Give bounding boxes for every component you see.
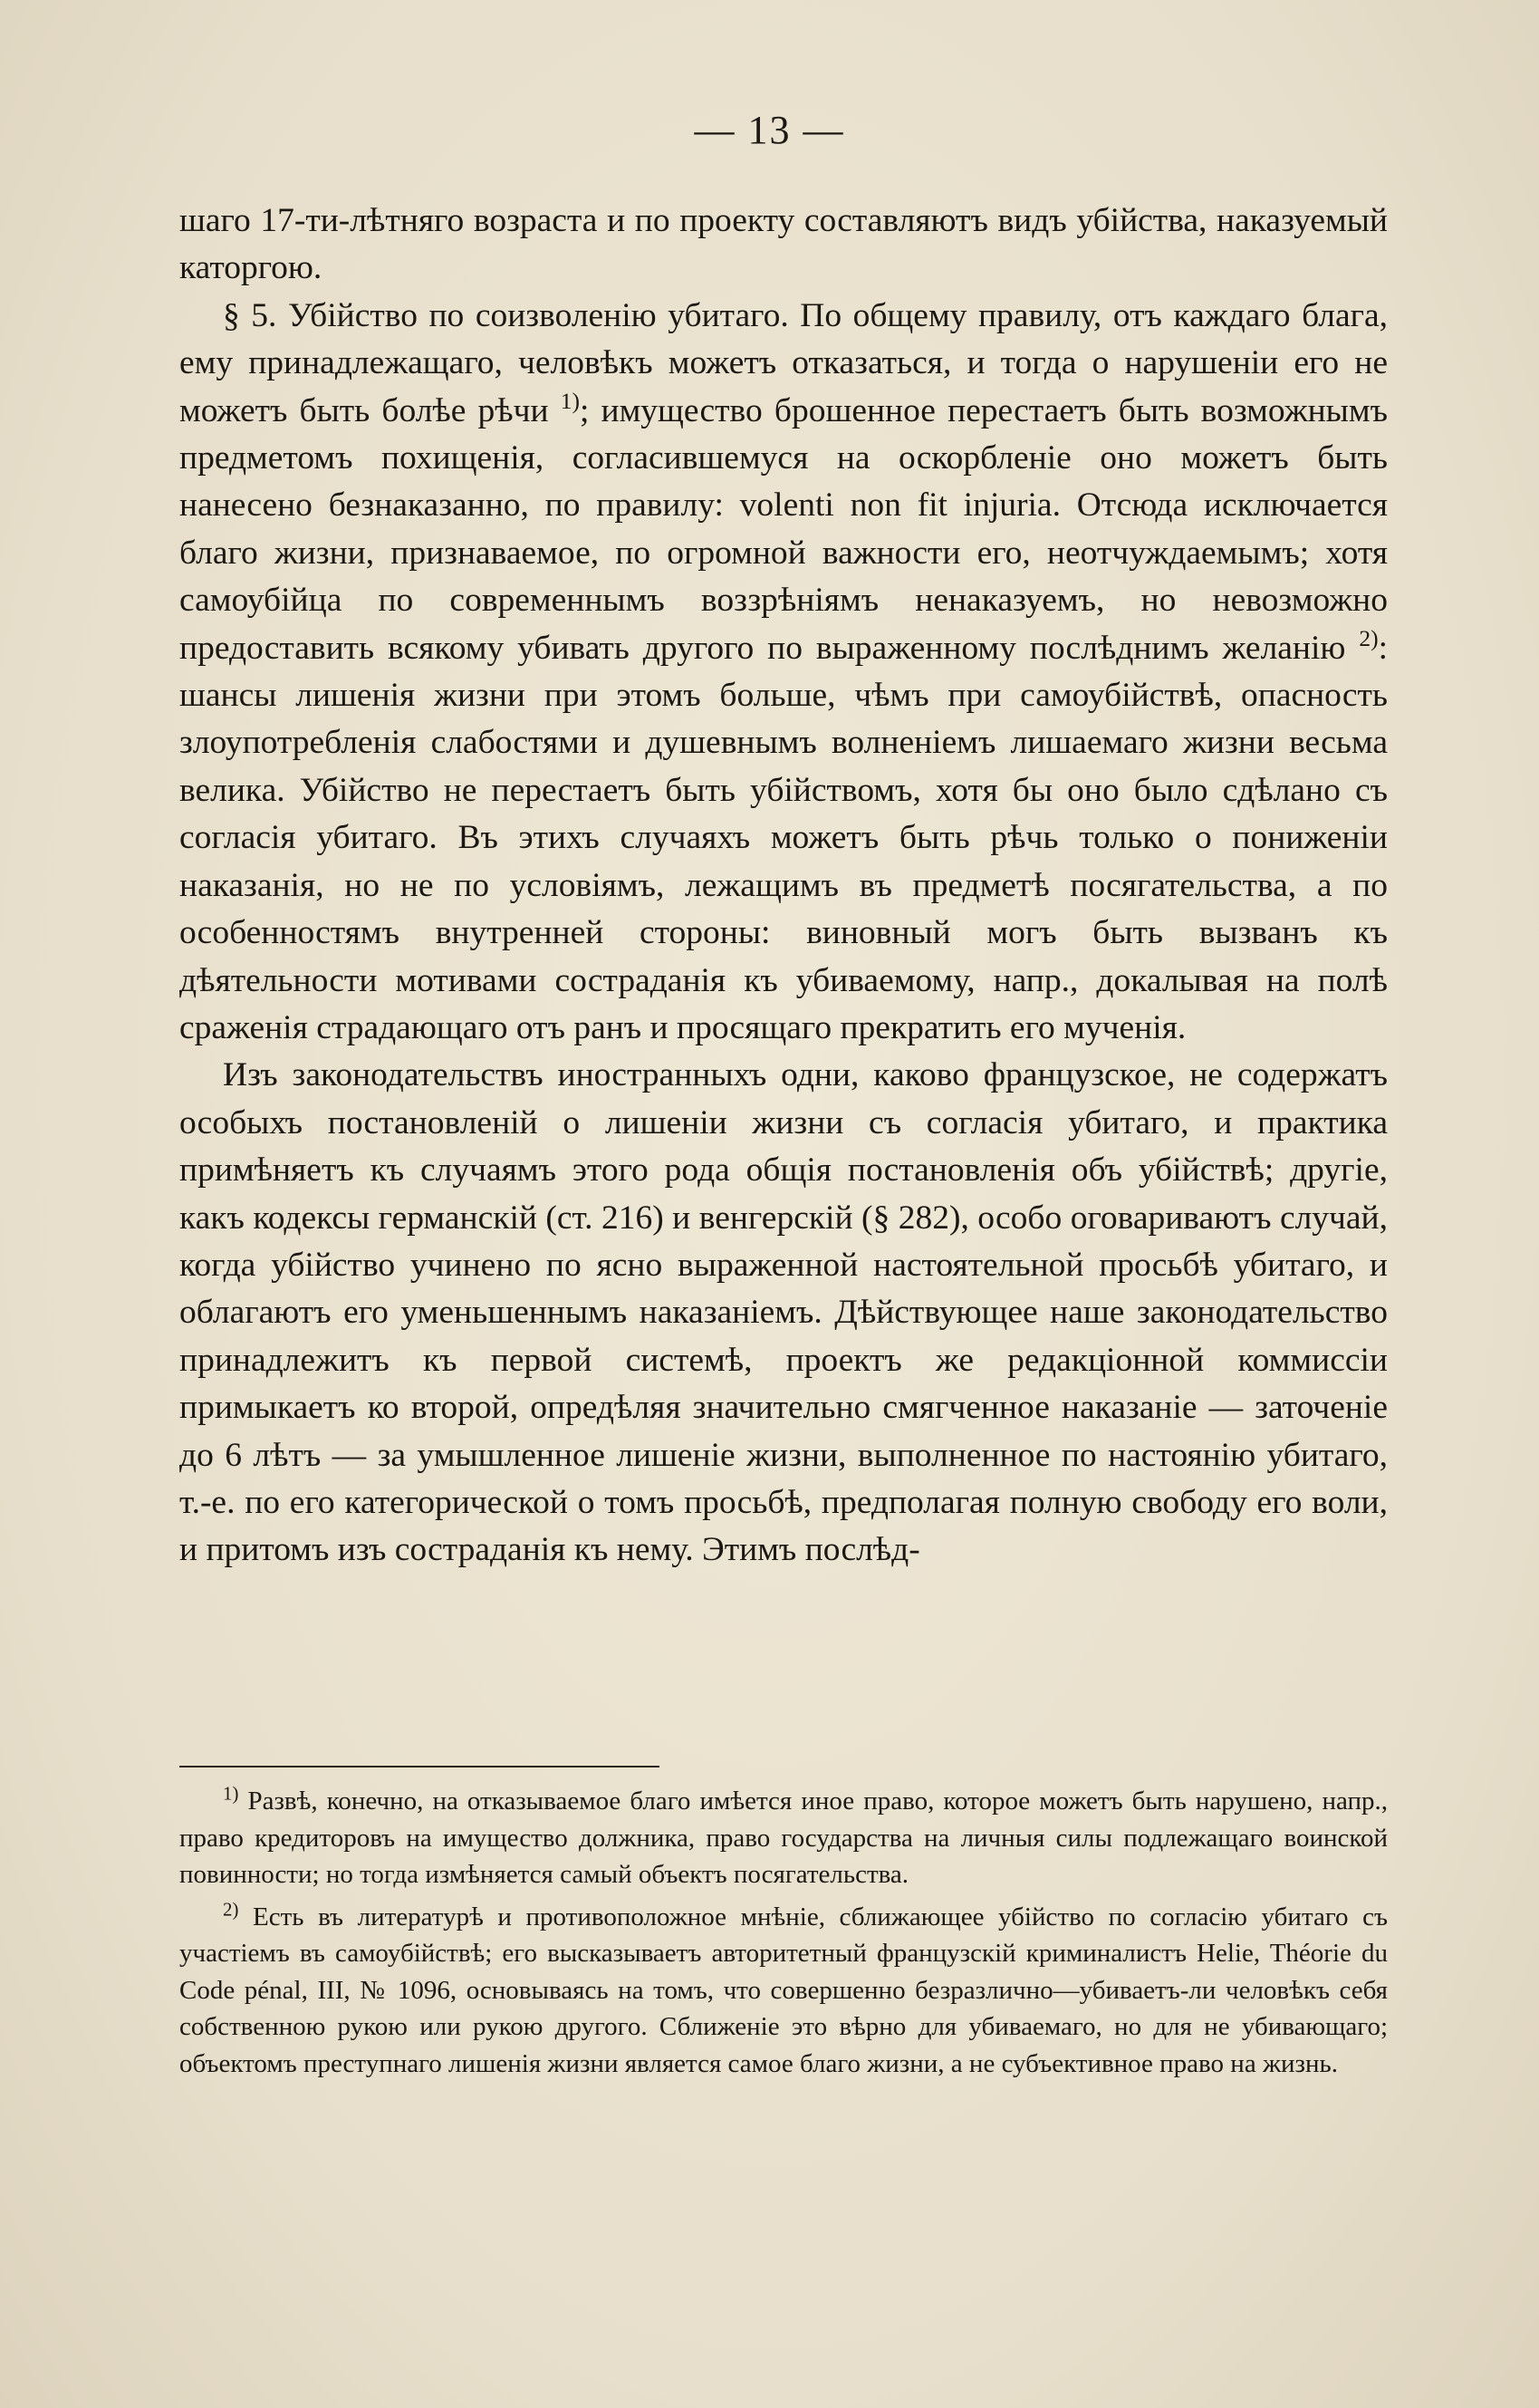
footnote-2: [179, 1899, 1388, 2083]
footnote-ref-2: 2): [1359, 624, 1379, 651]
footnote-number: 2): [223, 1898, 239, 1921]
paragraph-continuation: шаго 17-ти-лѣтняго возраста и по проекту составляютъ видъ убійства, наказуемый каторгою.: [179, 202, 1388, 287]
paragraph-section-5: [179, 293, 1388, 1053]
footnotes: [179, 1783, 1388, 2087]
footnote-1: [179, 1783, 1388, 1893]
paragraph-text: ; имущество брошенное перестаетъ быть возможнымъ предметомъ похищенія, согласившемуся на оскорбленіе оно можетъ быть нанесено безнаказанно, по правилу: volenti non fit injuria. Отсюда исключается благо жизни, признаваемое, по огромной важности его, неотчуждаемымъ; хотя самоубійца по современнымъ воззрѣніямъ ненаказуемъ, но невозможно предоставить всякому убивать другого по выраженному послѣднимъ желанію: [179, 391, 1388, 667]
page-number: — 13 —: [694, 108, 845, 152]
paragraph-text: § 5. Убійство по соизволенію убитаго. По общему правилу, отъ каждаго блага, ему принадлежащаго, человѣкъ можетъ отказаться, и тогда о нарушеніи его не можетъ быть болѣе рѣчи: [179, 296, 1388, 429]
main-text: [179, 197, 1388, 1575]
footnote-text: Развѣ, конечно, на отказываемое благо имѣется иное право, которое можетъ быть нарушено, напр., право кредиторовъ на имущество должника, право государства на личныя силы подлежащаго воинской повинности; но тогда измѣняется самый объектъ посягательства.: [179, 1787, 1388, 1889]
paragraph-legislation: Изъ законодательствъ иностранныхъ одни, каково французское, не содержатъ особыхъ постановленій о лишеніи жизни съ согласія убитаго, и практика примѣняетъ къ случаямъ этого рода общія постановленія объ убійствѣ; другіе, какъ кодексы германскій (ст. 216) и венгерскій (§ 282), особо оговариваютъ случай, когда убійство учинено по ясно выраженной настоятельной просьбѣ убитаго, и облагаютъ его уменьшеннымъ наказаніемъ. Дѣйствующее наше законодательство принадлежитъ къ первой системѣ, проектъ же редакціонной коммиссіи примыкаетъ ко второй, опредѣляя значительно смягченное наказаніе — заточеніе до 6 лѣтъ — за умышленное лишеніе жизни, выполненное по настоянію убитаго, т.-е. по его категорической о томъ просьбѣ, предполагая полную свободу его воли, и притомъ изъ состраданія къ нему. Этимъ послѣд-: [179, 1056, 1388, 1569]
footnote-divider: [179, 1766, 659, 1767]
footnote-number: 1): [223, 1782, 239, 1805]
footnote-text: Есть въ литературѣ и противоположное мнѣніе, сближающее убійство по согласію убитаго съ участіемъ въ самоубійствѣ; его высказываетъ авторитетный французскій криминалистъ Helie, Théorie du Code pénal, III, № 1096, основываясь на томъ, что совершенно безразлично—убиваетъ-ли человѣкъ себя собственною рукою или рукою другого. Сближеніе это вѣрно для убиваемаго, но для не убивающаго; объектомъ преступнаго лишенія жизни является самое благо жизни, а не субъективное право на жизнь.: [179, 1902, 1388, 2078]
paragraph-text: : шансы лишенія жизни при этомъ больше, чѣмъ при самоубійствѣ, опасность злоупотребленія слабостями и душевнымъ волненіемъ лишаемаго жизни весьма велика. Убійство не перестаетъ быть убійствомъ, хотя бы оно было сдѣлано съ согласія убитаго. Въ этихъ случаяхъ можетъ быть рѣчь только о пониженіи наказанія, но не по условіямъ, лежащимъ въ предметѣ посягательства, а по особенностямъ внутренней стороны: виновный могъ быть вызванъ къ дѣятельности мотивами состраданія къ убиваемому, напр., докалывая на полѣ сраженія страдающаго отъ ранъ и просящаго прекратить его мученія.: [179, 629, 1388, 1046]
footnote-ref-1: 1): [560, 387, 580, 414]
